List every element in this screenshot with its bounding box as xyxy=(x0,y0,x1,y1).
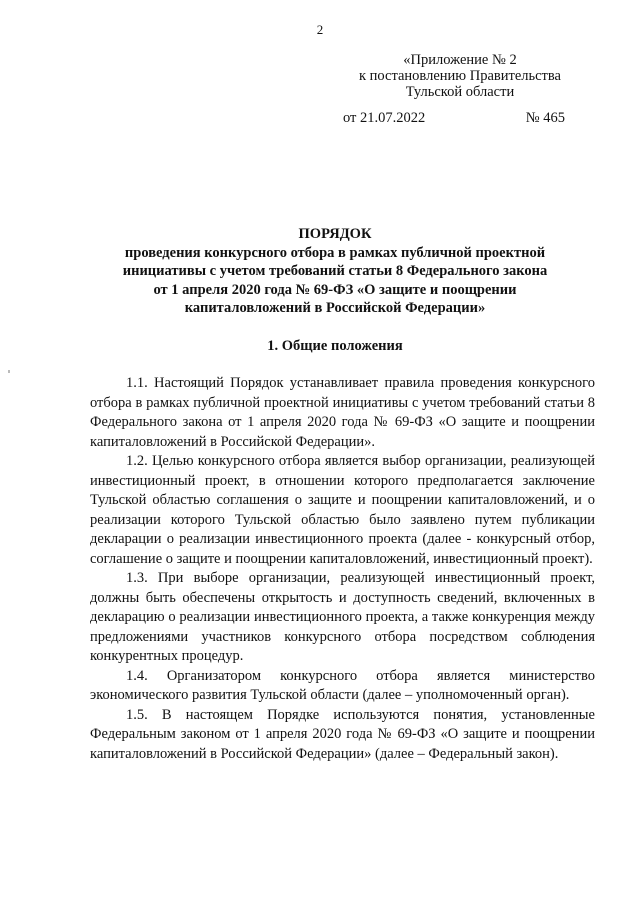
paragraph-1-5: 1.5. В настоящем Порядке используются понятия, установленные Федеральным законом от 1 апреля 2020 года № 69-ФЗ «О защите и поощрении капиталовложений в Российской Федерации» (далее – Федеральный закон). xyxy=(90,706,595,762)
margin-mark xyxy=(8,370,10,373)
title-line: инициативы с учетом требований статьи 8 Федерального закона xyxy=(122,263,548,279)
appendix-line-1: «Приложение № 2 xyxy=(403,52,517,68)
paragraph-1-1: 1.1. Настоящий Порядок устанавливает правила проведения конкурсного отбора в рамках публичной проектной инициативы с учетом требований статьи 8 Федерального закона от 1 апреля 2020 года № 69-ФЗ «О защите и поощрении капиталовложений в Российской Федерации». xyxy=(90,375,595,450)
body-text xyxy=(90,374,595,764)
appendix-reference xyxy=(330,52,590,100)
paragraph-1-4: 1.4. Организатором конкурсного отбора является министерство экономического развития Тульской области (далее – уполномоченный орган). xyxy=(90,667,595,703)
appendix-line-2: к постановлению Правительства xyxy=(359,68,561,84)
appendix-line-3: Тульской области xyxy=(405,84,515,100)
section-title: 1. Общие положения xyxy=(267,338,403,354)
decree-number: № 465 xyxy=(525,110,565,126)
title-heading: ПОРЯДОК xyxy=(298,226,372,242)
title-line: капиталовложений в Российской Федерации» xyxy=(184,300,486,316)
paragraph-1-2: 1.2. Целью конкурсного отбора является выбор организации, реализующей инвестиционный проект, в отношении которого предполагается заключение Тульской областью соглашения о защите и поощрении капиталовложений, и о реализации которого Тульской областью было заявлено путем публикации декларации о реализации инвестиционного проекта (далее - конкурсный отбор, соглашение о защите и поощрении капиталовложений, инвестиционный проект). xyxy=(90,453,595,567)
page-number: 2 xyxy=(316,22,324,37)
title-line: от 1 апреля 2020 года № 69-ФЗ «О защите и поощрении xyxy=(153,281,517,298)
paragraph-1-3: 1.3. При выборе организации, реализующей инвестиционный проект, должны быть обеспечены открытость и доступность сведений, включенных в декларацию о реализации инвестиционного проекта, а также конкуренция между предложениями участников конкурсного отбора посредством соблюдения конкурентных процедур. xyxy=(90,570,595,664)
title-line: проведения конкурсного отбора в рамках публичной проектной xyxy=(124,244,546,261)
document-title xyxy=(80,225,590,318)
decree-date: от 21.07.2022 xyxy=(343,110,426,126)
